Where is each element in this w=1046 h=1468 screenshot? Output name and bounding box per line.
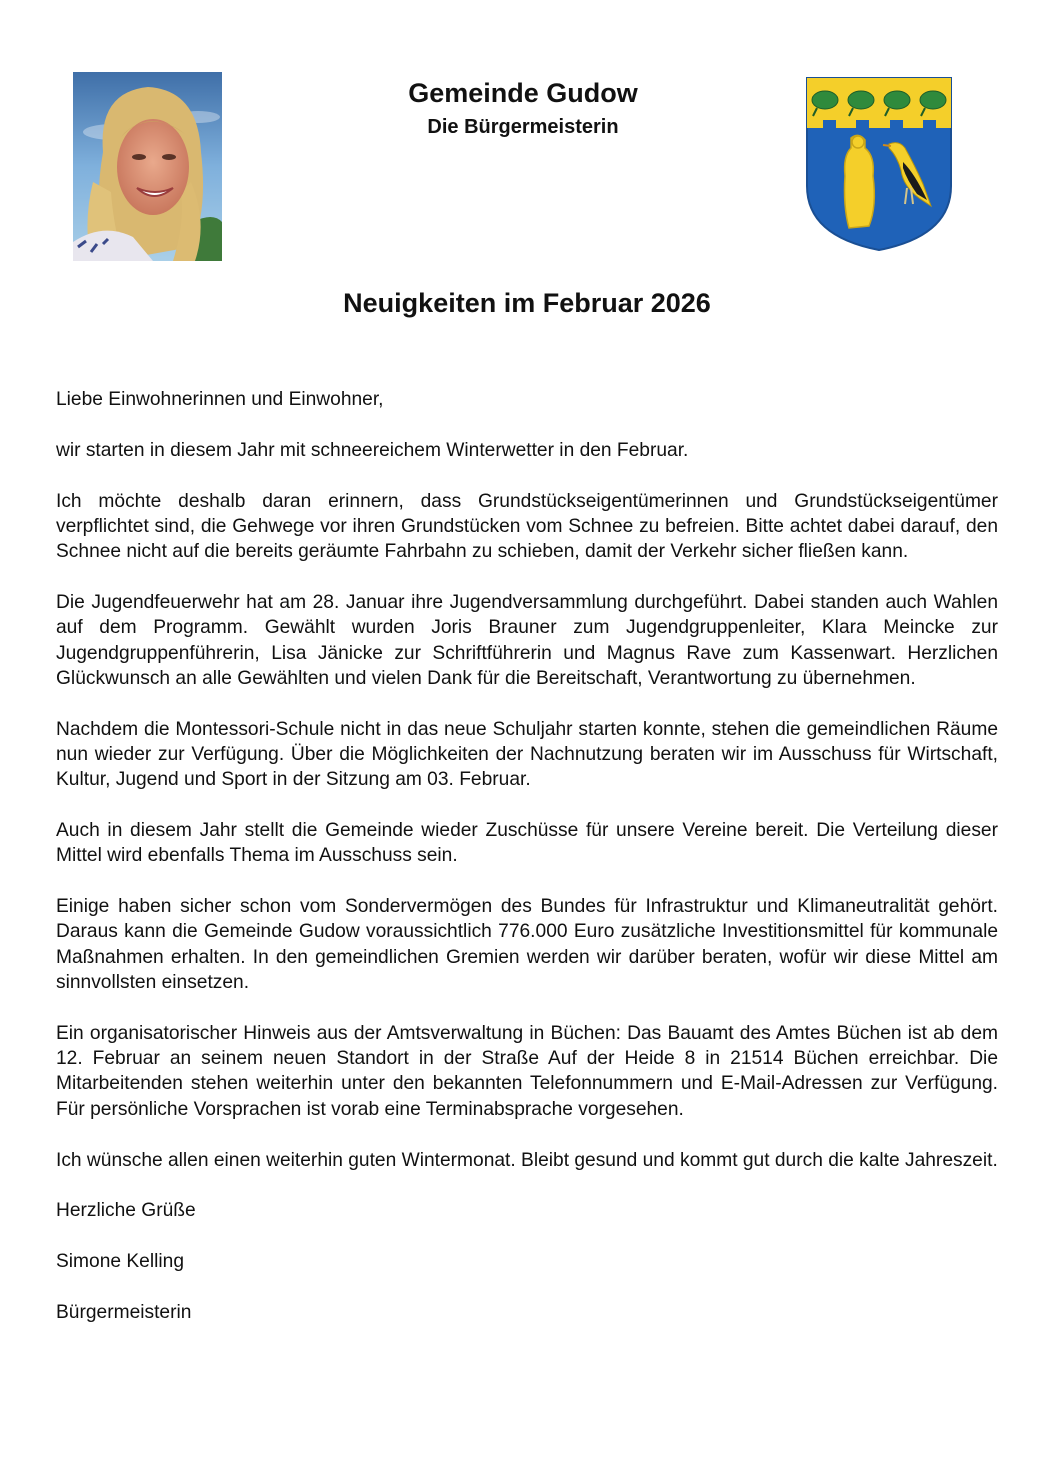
letter-body [56,387,998,1351]
document-title: Neuigkeiten im Februar 2026 [343,288,711,318]
paragraph: Nachdem die Montessori-Schule nicht in das neue Schuljahr starten konnte, stehen die gemeindlichen Räume nun wieder zur Verfügung. Über die Möglichkeiten der Nachnutzung beraten wir im Ausschuss für Wirtschaft, Kultur, Jugend und Sport in der Sitzung am 03. Februar. [56,718,998,791]
paragraph: Ich möchte deshalb daran erinnern, dass Grundstückseigentümerinnen und Grundstückseigentümer verpflichtet sind, die Gehwege vor ihren Grundstücken vom Schnee zu befreien. Bitte achtet dabei darauf, den Schnee nicht auf die bereits geräumte Fahrbahn zu schieben, damit der Verkehr sicher fließen kann. [56,490,998,563]
paragraph: Ich wünsche allen einen weiterhin guten Wintermonat. Bleibt gesund und kommt gut durch die kalte Jahreszeit. [56,1149,998,1171]
closing: Herzliche Grüße [56,1200,196,1222]
paragraph: Einige haben sicher schon vom Sondervermögen des Bundes für Infrastruktur und Klimaneutralität gehört. Daraus kann die Gemeinde Gudow voraussichtlich 776.000 Euro zusätzliche Investitionsmittel für kommunale Maßnahmen erhalten. In den gemeindlichen Gremien werden wir darüber beraten, wofür wir diese Mittel am sinnvollsten einsetzen. [56,896,998,994]
municipality-name: Gemeinde Gudow [408,78,638,108]
paragraph: wir starten in diesem Jahr mit schneereichem Winterwetter in den Februar. [56,439,689,461]
paragraph: Ein organisatorischer Hinweis aus der Amtsverwaltung in Büchen: Das Bauamt des Amtes Büchen ist ab dem 12. Februar an seinem neuen Standort in der Straße Auf der Heide 8 in 21514 Büchen erreichbar. Die Mitarbeitenden stehen weiterhin unter den bekannten Telefonnummern und E-Mail-Adressen zur Verfügung. Für persönliche Vorsprachen ist vorab eine Terminabsprache vorgesehen. [56,1022,998,1120]
office-title: Die Bürgermeisterin [427,116,619,138]
paragraph: Die Jugendfeuerwehr hat am 28. Januar ihre Jugendversammlung durchgeführt. Dabei standen auch Wahlen auf dem Programm. Gewählt wurden Joris Brauner zum Jugendgruppenleiter, Klara Meincke zur Jugendgruppenführerin, Lisa Jänicke zur Schriftführerin und Magnus Rave zum Kassenwart. Herzlichen Glückwunsch an alle Gewählten und vielen Dank für die Bereitschaft, Verantwortung zu übernehmen. [56,591,998,689]
coat-of-arms-icon [803,76,955,252]
paragraph: Auch in diesem Jahr stellt die Gemeinde wieder Zuschüsse für unsere Vereine bereit. Die Verteilung dieser Mittel wird ebenfalls Thema im Ausschuss sein. [56,820,998,867]
signature-role: Bürgermeisterin [56,1301,192,1323]
signature-name: Simone Kelling [56,1251,184,1273]
salutation: Liebe Einwohnerinnen und Einwohner, [56,389,384,410]
